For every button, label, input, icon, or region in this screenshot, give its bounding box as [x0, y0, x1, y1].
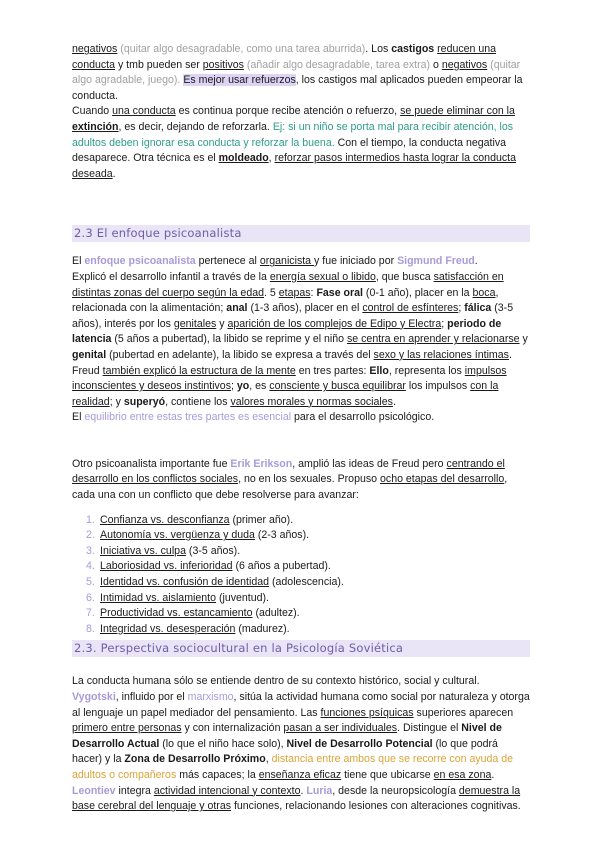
text-span: . Los: [365, 43, 392, 55]
text-span: (lo que podrá hacer) y la: [72, 737, 498, 766]
text-span: extinción: [72, 120, 119, 133]
text-span: genital: [72, 348, 107, 361]
list-number: 3.: [86, 544, 95, 557]
text-span: .: [474, 255, 478, 268]
text-span: Con el tiempo, la conducta negativa desaparece. Otra técnica es el: [72, 136, 507, 165]
text-span: anal: [226, 302, 248, 315]
text-span: energía sexual o libido: [269, 270, 376, 283]
text-span: enfoque psicoanalista: [84, 255, 196, 268]
text-span: . Distingue el: [397, 722, 462, 735]
list-item: [72, 606, 530, 622]
text-span: (quitar algo agradable, juego).: [72, 58, 521, 87]
text-span: satisfacción en distintas zonas del cuerpo según la edad: [72, 270, 504, 299]
example-span: Ej: si un niño se porta mal para recibir atención, los adultos deben ignorar esa conducta y reforzar la buena.: [72, 120, 514, 149]
text-span: Fase oral: [316, 286, 363, 299]
text-span: control de esfínteres: [362, 302, 459, 315]
text-span: tiene que ubicarse: [341, 768, 434, 781]
paragraph-reinforcement: [72, 42, 530, 104]
text-span: Nivel de Desarrollo Potencial: [286, 737, 433, 750]
text-span: Vygotski: [72, 691, 116, 703]
text-span: (0-1 año), placer en la: [362, 286, 473, 299]
text-span: aparición de los complejos de Edipo y Electra: [227, 317, 442, 330]
list-number: 5.: [86, 576, 95, 589]
stage-detail: (adolescencia).: [269, 576, 344, 589]
text-span: ; y: [109, 395, 124, 408]
text-span: .: [508, 348, 512, 361]
text-span: positivos: [202, 58, 244, 71]
text-span: y: [519, 333, 528, 346]
document-page: [72, 42, 530, 815]
text-span: primero entre personas: [72, 722, 182, 735]
text-span: , influido por el: [115, 691, 188, 703]
list-number: 2.: [86, 529, 95, 542]
highlight-span: Es mejor usar refuerzos: [183, 74, 296, 87]
stage-name: Autonomía vs. vergüenza y duda: [100, 529, 255, 542]
stage-detail: (3-5 años).: [185, 544, 241, 557]
list-item: [72, 591, 530, 607]
stage-name: Laboriosidad vs. inferioridad: [100, 560, 233, 573]
text-span: Cuando: [72, 105, 113, 118]
text-span: castigos: [391, 43, 435, 55]
stage-name: Integridad vs. desesperación: [100, 622, 236, 635]
text-span: superyó: [123, 395, 166, 408]
text-span: valores morales y normas sociales: [230, 395, 393, 408]
text-span: Nivel de Desarrollo Actual: [72, 722, 502, 750]
text-span: Otro psicoanalista importante fue: [72, 457, 231, 470]
list-item: [72, 559, 530, 575]
text-span: integra: [115, 784, 154, 797]
text-span: (pubertad en adelante), la libido se expresa a través del: [106, 348, 374, 361]
text-span: y fue iniciado por: [314, 255, 398, 268]
section-heading-psychoanalytic: 2.3 El enfoque psicoanalista: [72, 225, 530, 242]
text-span: Zona de Desarrollo Próximo: [124, 753, 266, 766]
text-span: etapas: [278, 286, 311, 299]
stage-name: Confianza vs. desconfianza: [100, 513, 230, 526]
text-span: (5 años a pubertad), la libido se reprime y el niño: [111, 333, 347, 346]
text-span: .: [112, 167, 116, 180]
text-span: , es: [249, 380, 270, 393]
paragraph-freud: [72, 254, 530, 426]
text-span: reforzar pasos intermedios hasta lograr la conducta deseada: [72, 152, 516, 180]
section-heading-sociocultural: 2.3. Perspectiva sociocultural en la Psicología Soviética: [72, 640, 530, 657]
text-span: en esa zona: [433, 768, 492, 781]
text-span: en tres partes:: [295, 364, 370, 377]
text-span: Explicó el desarrollo infantil a través de la: [72, 270, 270, 283]
text-span: organicista: [259, 255, 315, 268]
text-span: (lo que el niño hace solo),: [159, 737, 287, 750]
text-span: , que busca: [375, 270, 434, 283]
text-span: , no en los sexuales. Propuso: [238, 473, 380, 486]
text-span: reducen una conducta: [72, 43, 497, 71]
list-number: 8.: [86, 622, 95, 635]
text-span: Leontiev: [72, 784, 116, 797]
text-span: .: [491, 768, 495, 781]
text-span: ocho etapas del desarrollo: [380, 473, 505, 486]
text-span: actividad intencional y contexto: [153, 784, 301, 797]
text-span: , amplió las ideas de Freud pero: [292, 457, 447, 470]
list-number: 4.: [86, 560, 95, 573]
text-span: y tmb pueden ser: [115, 58, 203, 71]
text-span: sexo y las relaciones íntimas: [373, 348, 509, 361]
text-span: funciones psíquicas: [320, 706, 414, 719]
text-span: ,: [268, 152, 275, 165]
paragraph-vygotski: [72, 674, 530, 814]
stage-detail: (madurez).: [235, 622, 290, 635]
text-span: impulsos inconscientes y deseos instintivos: [72, 364, 507, 393]
text-span: una conducta: [112, 105, 176, 118]
text-span: equilibrio entre estas tres partes es esencial: [84, 411, 292, 424]
text-span: ;: [441, 317, 448, 330]
text-span: genitales: [173, 317, 217, 330]
text-span: yo: [236, 380, 250, 393]
stage-detail: (adultez).: [252, 607, 300, 620]
text-span: negativos: [72, 43, 118, 55]
text-span: :: [310, 286, 317, 299]
text-span: , cada una con un conflicto que debe resolverse para avanzar:: [72, 473, 508, 502]
text-span: , contiene los: [165, 395, 231, 408]
text-span: pasan a ser individuales: [283, 722, 398, 735]
paragraph-extinction: [72, 104, 530, 182]
text-span: (1-3 años), placer en el: [247, 302, 363, 315]
text-span: El: [72, 411, 85, 424]
paragraph-erikson: [72, 457, 530, 504]
text-span: .: [392, 395, 396, 408]
text-span: Sigmund Freud: [397, 255, 475, 268]
text-span: marxismo: [187, 691, 234, 703]
text-span: es continua porque recibe atención o refuerzo,: [175, 105, 401, 118]
stage-name: Productividad vs. estancamiento: [100, 607, 253, 620]
text-span: con la realidad: [72, 380, 499, 408]
text-span: , desde la neuropsicología: [332, 784, 459, 797]
list-item: [72, 544, 530, 560]
text-span: (añadir algo desagradable, tarea extra): [243, 58, 431, 71]
stage-detail: (6 años a pubertad).: [232, 560, 331, 573]
text-span: más capaces; la: [176, 768, 259, 781]
text-span: pertenece al: [195, 255, 260, 268]
text-span: consciente y busca equilibrar: [269, 380, 406, 393]
text-span: , sitúa la actividad humana como social por naturaleza y otorga al lenguaje un papel mediador del pensamiento. Las: [72, 691, 530, 719]
list-item: [72, 575, 530, 591]
stage-detail: (juventud).: [216, 591, 269, 604]
text-span: , representa los: [388, 364, 465, 377]
text-span: Erik Erikson: [230, 457, 293, 470]
list-number: 1.: [86, 513, 95, 526]
text-span: enseñanza eficaz: [258, 768, 342, 781]
text-span: La conducta humana sólo se entiende dentro de su contexto histórico, social y cultural.: [72, 675, 480, 688]
stage-detail: (primer año).: [229, 513, 294, 526]
text-span: El: [72, 255, 85, 268]
text-span: se puede eliminar con la: [400, 105, 515, 118]
text-span: ;: [231, 380, 237, 393]
list-item: [72, 513, 530, 529]
text-span: demuestra la base cerebral del lenguaje y otras: [72, 784, 521, 813]
text-span: boca: [472, 286, 496, 299]
text-span: .: [300, 784, 307, 797]
text-span: y con internalización: [181, 722, 284, 735]
text-span: periodo de latencia: [72, 317, 502, 346]
text-span: (quitar algo desagradable, como una tarea aburrida): [117, 43, 366, 55]
text-span: Freud: [72, 364, 103, 377]
text-span: , es decir, dejando de reforzarla.: [118, 120, 273, 133]
text-span: y: [216, 317, 228, 330]
text-span: Luria: [306, 784, 333, 797]
stage-name: Iniciativa vs. culpa: [100, 544, 186, 557]
text-span: distancia entre ambos que se recorre con ayuda de adultos o compañeros: [72, 753, 514, 781]
text-span: ;: [458, 302, 465, 315]
text-span: o: [430, 58, 442, 71]
text-span: , relacionada con la alimentación;: [72, 286, 499, 315]
erikson-stages-list: [72, 513, 530, 638]
text-span: también explicó la estructura de la mente: [102, 364, 296, 377]
stage-name: Intimidad vs. aislamiento: [100, 591, 216, 604]
text-span: negativos: [441, 58, 488, 71]
stage-name: Identidad vs. confusión de identidad: [100, 576, 270, 589]
text-span: , los castigos mal aplicados pueden empeorar la conducta.: [72, 74, 523, 102]
stage-detail: (2-3 años).: [254, 529, 310, 542]
text-span: centrando el desarrollo en los conflictos sociales: [72, 457, 505, 486]
text-span: superiores aparecen: [413, 706, 514, 719]
text-span: Ello: [369, 364, 389, 377]
text-span: moldeado: [218, 152, 269, 165]
text-span: para el desarrollo psicológico.: [291, 411, 435, 424]
text-span: ,: [265, 753, 272, 766]
text-span: se centra en aprender y relacionarse: [347, 333, 520, 346]
text-span: los impulsos: [405, 380, 471, 393]
text-span: . 5: [264, 286, 279, 299]
text-span: (3-5 años), interés por los: [72, 302, 514, 330]
list-number: 6.: [86, 591, 95, 604]
list-item: [72, 528, 530, 544]
text-span: funciones, relacionando lesiones con alteraciones cognitivas.: [231, 800, 521, 813]
list-number: 7.: [86, 607, 95, 620]
list-item: [72, 622, 530, 638]
text-span: fálica: [464, 302, 492, 315]
